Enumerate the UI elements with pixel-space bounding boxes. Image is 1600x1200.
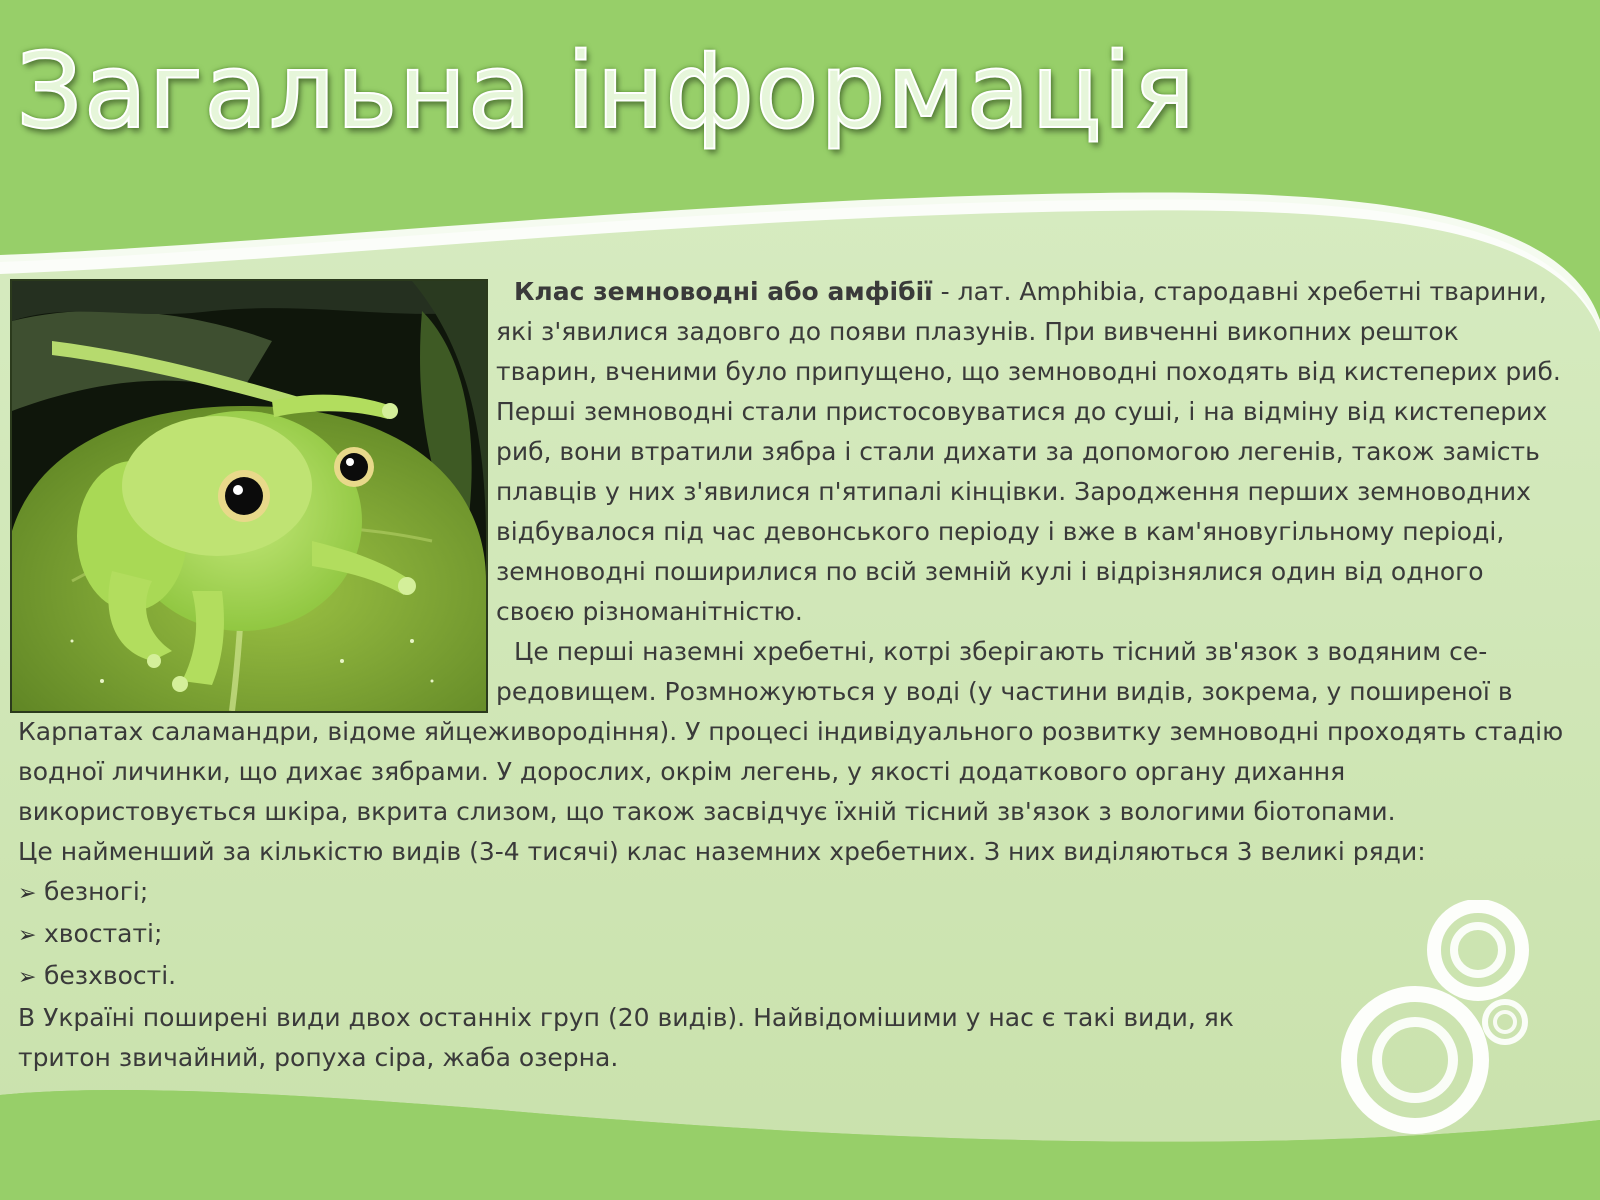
arrow-bullet-icon: ➢	[18, 965, 37, 990]
paragraph-habitat: Це перші наземні хребетні, котрі зберігають тісний зв'язок з водяним середовищем. Розмножуються у воді (у частини видів, зокрема, у поширеної в Карпатах саламандри, відоме яйцеживородіння). У процесі індивідуального розвитку земноводні проходять стадію водної личинки, що дихає зябрами. У дорослих, окрім легень, у якості додаткового органу дихання використовується шкіра, вкрита слизом, що також засвідчує їхній тісний зв'язок з вологими біотопами.	[18, 637, 1564, 826]
orders-list	[18, 872, 1566, 998]
list-item	[18, 914, 1566, 956]
order-label: хвостаті;	[44, 919, 163, 948]
list-item	[18, 872, 1566, 914]
list-item	[18, 956, 1566, 998]
arrow-bullet-icon: ➢	[18, 881, 37, 906]
order-label: безхвості.	[44, 961, 177, 990]
white-rings-decoration	[1340, 900, 1580, 1160]
arrow-bullet-icon: ➢	[18, 923, 37, 948]
photo-float-spacer	[18, 272, 496, 712]
paragraph-orders: Це найменший за кількістю видів (3-4 тисячі) клас наземних хребетних. З них виділяються 3 великі ряди:	[18, 837, 1426, 866]
slide-title: Загальна інформація	[16, 30, 1197, 152]
paragraph-ukraine-species: тритон звичайний, ропуха сіра, жаба озерна.	[18, 1043, 619, 1072]
order-label: безногі;	[44, 877, 149, 906]
paragraph-ukraine: В Україні поширені види двох останніх груп (20 видів). Найвідомішими у нас є такі види, як	[18, 1003, 1234, 1032]
lead-bold-text: Клас земноводні або амфібії	[514, 277, 933, 306]
paragraph-intro-rest: - лат. Amphibia, стародавні хребетні тварини, які з'явилися задовго до появи плазунів. При вивченні викопних решток тварин, вченими було припущено, що земноводні походять від кистеперих риб. Перші земноводні стали пристосовуватися до суші, і на відміну від кистеперих риб, вони втратили зябра і стали дихати за допомогою легенів, також замість плавців у них з'явилися п'ятипалі кінцівки. Зародження перших земноводних відбувалося під час девонського періоду і вже в кам'яновугільному періоді, земноводні поширилися по всій земній кулі і відрізнялися один від одного своєю різноманітністю.	[496, 277, 1561, 626]
body-text	[18, 272, 1566, 1078]
